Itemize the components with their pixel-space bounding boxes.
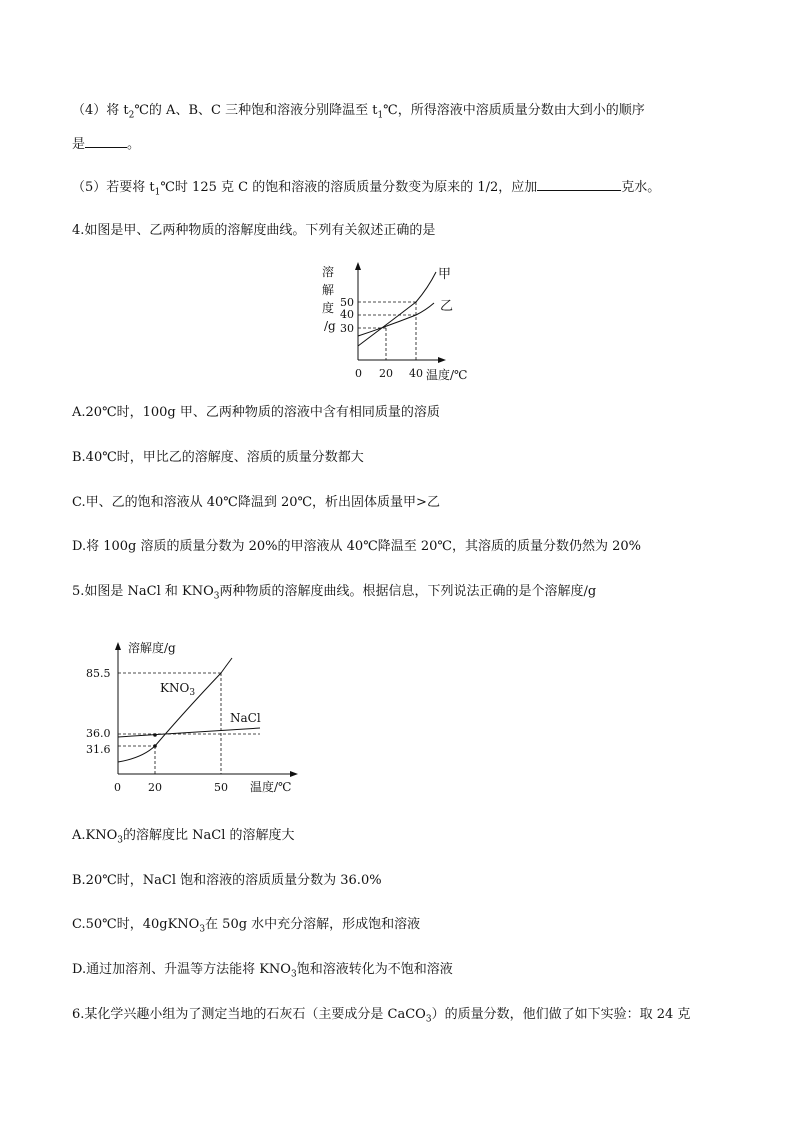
text: KNO bbox=[160, 681, 190, 695]
q4-option-c[interactable]: C.甲、乙的饱和溶液从 40℃降温到 20℃，析出固体质量甲>乙 bbox=[72, 495, 440, 510]
text: 两种物质的溶解度曲线。根据信息，下列说法正确的是个溶解度/g bbox=[219, 584, 597, 599]
text: D.通过加溶剂、升温等方法能将 KNO bbox=[72, 962, 291, 977]
y-axis-label-3: 度 bbox=[322, 301, 335, 315]
q5-stem bbox=[72, 584, 596, 605]
point-nacl-20 bbox=[153, 733, 157, 737]
subscript: 1 bbox=[154, 187, 161, 198]
subscript: 3 bbox=[290, 969, 297, 980]
q4-option-b[interactable]: B.40℃时，甲比乙的溶解度、溶质的质量分数都大 bbox=[72, 450, 364, 465]
y-axis-label-2: 解 bbox=[322, 283, 335, 297]
subscript: 3 bbox=[189, 688, 196, 698]
y-tick-36-0: 36.0 bbox=[86, 727, 111, 740]
text: 。 bbox=[127, 137, 141, 152]
subscript: 1 bbox=[377, 110, 384, 121]
text: 是 bbox=[72, 137, 86, 152]
subscript: 2 bbox=[128, 110, 135, 121]
series-kno3-curve bbox=[118, 658, 232, 762]
subscript: 3 bbox=[199, 924, 206, 935]
x-tick-20: 20 bbox=[148, 781, 162, 794]
series-jia-curve bbox=[358, 272, 436, 346]
text: 的溶解度比 NaCl 的溶解度大 bbox=[123, 828, 295, 843]
q4-option-a[interactable]: A.20℃时，100g 甲、乙两种物质的溶液中含有相同质量的溶质 bbox=[72, 405, 440, 420]
x-tick-50: 50 bbox=[214, 781, 228, 794]
text: （5）若要将 t bbox=[72, 180, 155, 195]
series-nacl-line bbox=[118, 728, 260, 737]
x-axis-label: 温度/℃ bbox=[250, 780, 292, 794]
series-label-nacl: NaCl bbox=[230, 711, 261, 725]
q5-option-a[interactable] bbox=[72, 828, 295, 849]
point-kno3-20 bbox=[153, 744, 157, 748]
text: （4）将 t bbox=[72, 103, 129, 118]
q-part4-line1 bbox=[72, 103, 645, 124]
q6-stem bbox=[72, 1007, 690, 1028]
y-axis-label-1: 溶 bbox=[322, 265, 335, 279]
x-tick-40: 40 bbox=[409, 367, 423, 380]
subscript: 3 bbox=[213, 591, 220, 602]
subscript: 3 bbox=[117, 835, 123, 846]
q5-option-c[interactable] bbox=[72, 917, 420, 938]
x-tick-20: 20 bbox=[379, 367, 393, 380]
text: ℃，所得溶液中溶质质量分数由大到小的顺序 bbox=[383, 103, 645, 118]
q4-option-d[interactable]: D.将 100g 溶质的质量分数为 20%的甲溶液从 40℃降温至 20℃，其溶质的质量分数仍然为 20% bbox=[72, 539, 641, 554]
series-label-yi: 乙 bbox=[440, 299, 454, 314]
series-yi-curve bbox=[358, 303, 434, 336]
y-tick-30: 30 bbox=[340, 322, 354, 335]
q4-stem: 4.如图是甲、乙两种物质的溶解度曲线。下列有关叙述正确的是 bbox=[72, 223, 436, 238]
y-tick-31-6: 31.6 bbox=[86, 743, 111, 756]
x-tick-0: 0 bbox=[114, 781, 121, 794]
series-label-kno3 bbox=[160, 681, 195, 698]
text: ℃的 A、B、C 三种饱和溶液分别降温至 t bbox=[134, 103, 378, 118]
x-axis-label: 温度/℃ bbox=[426, 368, 468, 382]
y-axis-label-4: /g bbox=[324, 319, 336, 333]
solubility-chart-1 bbox=[320, 258, 490, 388]
q-part5-line bbox=[72, 178, 660, 201]
solubility-chart-2 bbox=[84, 636, 324, 806]
q5-option-d[interactable] bbox=[72, 962, 453, 983]
y-tick-85-5: 85.5 bbox=[86, 667, 111, 680]
text: ）的质量分数，他们做了如下实验：取 24 克 bbox=[431, 1007, 691, 1022]
text: C.50℃时，40gKNO bbox=[72, 917, 200, 932]
answer-blank[interactable] bbox=[537, 178, 621, 191]
text: 饱和溶液转化为不饱和溶液 bbox=[296, 962, 453, 977]
subscript: 3 bbox=[425, 1014, 432, 1025]
y-axis-label: 溶解度/g bbox=[128, 641, 176, 655]
y-tick-50: 50 bbox=[340, 296, 354, 309]
answer-blank[interactable] bbox=[85, 135, 127, 148]
text: 5.如图是 NaCl 和 KNO bbox=[72, 584, 214, 599]
x-tick-0: 0 bbox=[355, 367, 362, 380]
text: ℃时 125 克 C 的饱和溶液的溶质质量分数变为原来的 1/2，应加 bbox=[160, 180, 538, 195]
y-tick-40: 40 bbox=[340, 308, 354, 321]
q-part4-line2 bbox=[72, 135, 140, 153]
text: 克水。 bbox=[621, 180, 661, 195]
q5-option-b[interactable]: B.20℃时，NaCl 饱和溶液的溶质质量分数为 36.0% bbox=[72, 873, 382, 888]
text: 在 50g 水中充分溶解，形成饱和溶液 bbox=[205, 917, 421, 932]
text: 6.某化学兴趣小组为了测定当地的石灰石（主要成分是 CaCO bbox=[72, 1007, 426, 1022]
text: A.KNO bbox=[72, 828, 118, 843]
series-label-jia: 甲 bbox=[438, 267, 452, 282]
